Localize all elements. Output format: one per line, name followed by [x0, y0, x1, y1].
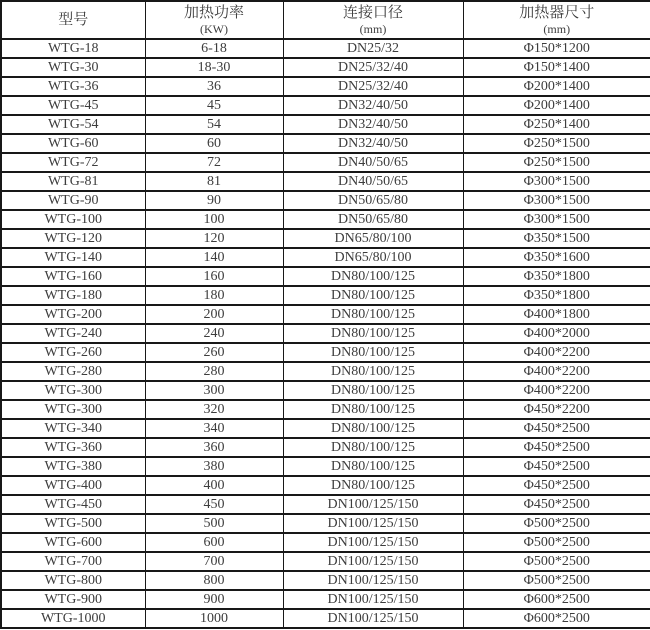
cell-power: 500: [145, 514, 283, 533]
table-row: [1, 248, 650, 267]
cell-diameter: DN80/100/125: [283, 400, 463, 419]
table-row: [1, 571, 650, 590]
table-row: [1, 77, 650, 96]
cell-diameter: DN50/65/80: [283, 210, 463, 229]
cell-model: WTG-72: [1, 153, 145, 172]
cell-diameter: DN80/100/125: [283, 381, 463, 400]
cell-size: Φ300*1500: [463, 172, 650, 191]
cell-size: Φ450*2500: [463, 457, 650, 476]
cell-power: 72: [145, 153, 283, 172]
cell-diameter: DN50/65/80: [283, 191, 463, 210]
cell-size: Φ150*1400: [463, 58, 650, 77]
table-row: [1, 153, 650, 172]
table-row: [1, 305, 650, 324]
cell-model: WTG-180: [1, 286, 145, 305]
cell-size: Φ400*2200: [463, 362, 650, 381]
cell-diameter: DN65/80/100: [283, 248, 463, 267]
table-row: [1, 210, 650, 229]
table-row: [1, 229, 650, 248]
cell-size: Φ600*2500: [463, 590, 650, 609]
table-row: [1, 533, 650, 552]
cell-diameter: DN25/32: [283, 39, 463, 58]
cell-diameter: DN80/100/125: [283, 457, 463, 476]
table-row: [1, 552, 650, 571]
column-header-size: [463, 1, 650, 39]
column-header-power-unit: (KW): [200, 22, 228, 36]
cell-size: Φ250*1400: [463, 115, 650, 134]
cell-diameter: DN80/100/125: [283, 438, 463, 457]
cell-power: 45: [145, 96, 283, 115]
cell-diameter: DN100/125/150: [283, 571, 463, 590]
table-row: [1, 58, 650, 77]
cell-power: 320: [145, 400, 283, 419]
column-header-power-label: 加热功率: [183, 5, 244, 21]
cell-power: 200: [145, 305, 283, 324]
cell-diameter: DN80/100/125: [283, 286, 463, 305]
cell-model: WTG-60: [1, 134, 145, 153]
column-header-diameter: [283, 1, 463, 39]
cell-diameter: DN40/50/65: [283, 153, 463, 172]
cell-size: Φ250*1500: [463, 134, 650, 153]
cell-size: Φ450*2200: [463, 400, 650, 419]
column-header-diameter-unit: (mm): [359, 22, 387, 36]
cell-size: Φ450*2500: [463, 438, 650, 457]
table-row: [1, 381, 650, 400]
cell-model: WTG-54: [1, 115, 145, 134]
cell-model: WTG-18: [1, 39, 145, 58]
cell-model: WTG-45: [1, 96, 145, 115]
cell-model: WTG-100: [1, 210, 145, 229]
table-row: [1, 191, 650, 210]
cell-diameter: DN25/32/40: [283, 58, 463, 77]
cell-diameter: DN32/40/50: [283, 134, 463, 153]
table-row: [1, 514, 650, 533]
cell-diameter: DN80/100/125: [283, 305, 463, 324]
column-header-size-unit: (mm): [543, 22, 571, 36]
cell-model: WTG-120: [1, 229, 145, 248]
cell-diameter: DN80/100/125: [283, 324, 463, 343]
table-row: [1, 400, 650, 419]
table-row: [1, 590, 650, 609]
cell-model: WTG-30: [1, 58, 145, 77]
cell-size: Φ200*1400: [463, 77, 650, 96]
cell-size: Φ500*2500: [463, 571, 650, 590]
cell-model: WTG-340: [1, 419, 145, 438]
cell-power: 18-30: [145, 58, 283, 77]
cell-model: WTG-700: [1, 552, 145, 571]
column-header-model-label: 型号: [58, 12, 89, 28]
cell-power: 140: [145, 248, 283, 267]
cell-diameter: DN100/125/150: [283, 533, 463, 552]
cell-size: Φ150*1200: [463, 39, 650, 58]
cell-power: 280: [145, 362, 283, 381]
table-row: [1, 438, 650, 457]
cell-size: Φ300*1500: [463, 210, 650, 229]
cell-model: WTG-300: [1, 381, 145, 400]
cell-model: WTG-500: [1, 514, 145, 533]
table-row: [1, 362, 650, 381]
cell-diameter: DN80/100/125: [283, 362, 463, 381]
cell-power: 60: [145, 134, 283, 153]
cell-power: 300: [145, 381, 283, 400]
cell-size: Φ350*1800: [463, 267, 650, 286]
cell-size: Φ500*2500: [463, 533, 650, 552]
cell-model: WTG-380: [1, 457, 145, 476]
cell-diameter: DN80/100/125: [283, 476, 463, 495]
cell-model: WTG-600: [1, 533, 145, 552]
cell-model: WTG-260: [1, 343, 145, 362]
cell-diameter: DN25/32/40: [283, 77, 463, 96]
cell-power: 6-18: [145, 39, 283, 58]
cell-diameter: DN80/100/125: [283, 343, 463, 362]
cell-size: Φ400*2200: [463, 343, 650, 362]
cell-model: WTG-240: [1, 324, 145, 343]
cell-model: WTG-90: [1, 191, 145, 210]
cell-size: Φ350*1500: [463, 229, 650, 248]
cell-power: 160: [145, 267, 283, 286]
cell-power: 180: [145, 286, 283, 305]
cell-model: WTG-140: [1, 248, 145, 267]
cell-power: 340: [145, 419, 283, 438]
cell-power: 800: [145, 571, 283, 590]
cell-diameter: DN80/100/125: [283, 419, 463, 438]
table-row: [1, 476, 650, 495]
cell-power: 240: [145, 324, 283, 343]
cell-diameter: DN100/125/150: [283, 514, 463, 533]
header-row: [1, 1, 650, 39]
cell-size: Φ400*2200: [463, 381, 650, 400]
cell-size: Φ450*2500: [463, 495, 650, 514]
table-row: [1, 419, 650, 438]
table-row: [1, 343, 650, 362]
cell-model: WTG-300: [1, 400, 145, 419]
cell-power: 700: [145, 552, 283, 571]
cell-power: 450: [145, 495, 283, 514]
column-header-power: [145, 1, 283, 39]
cell-size: Φ350*1600: [463, 248, 650, 267]
column-header-model: [1, 1, 145, 39]
table-row: [1, 609, 650, 628]
table-row: [1, 457, 650, 476]
table-row: [1, 495, 650, 514]
cell-power: 120: [145, 229, 283, 248]
cell-size: Φ400*1800: [463, 305, 650, 324]
cell-model: WTG-1000: [1, 609, 145, 628]
cell-power: 81: [145, 172, 283, 191]
cell-diameter: DN40/50/65: [283, 172, 463, 191]
table-row: [1, 96, 650, 115]
cell-power: 260: [145, 343, 283, 362]
cell-model: WTG-360: [1, 438, 145, 457]
cell-size: Φ200*1400: [463, 96, 650, 115]
table-row: [1, 39, 650, 58]
cell-diameter: DN32/40/50: [283, 96, 463, 115]
table-row: [1, 267, 650, 286]
cell-size: Φ400*2000: [463, 324, 650, 343]
cell-diameter: DN100/125/150: [283, 590, 463, 609]
cell-diameter: DN100/125/150: [283, 552, 463, 571]
cell-diameter: DN100/125/150: [283, 609, 463, 628]
cell-model: WTG-160: [1, 267, 145, 286]
cell-power: 1000: [145, 609, 283, 628]
cell-diameter: DN80/100/125: [283, 267, 463, 286]
cell-size: Φ500*2500: [463, 552, 650, 571]
table-body: [1, 39, 650, 628]
cell-model: WTG-200: [1, 305, 145, 324]
cell-size: Φ500*2500: [463, 514, 650, 533]
cell-model: WTG-81: [1, 172, 145, 191]
table-row: [1, 134, 650, 153]
cell-power: 54: [145, 115, 283, 134]
cell-diameter: DN100/125/150: [283, 495, 463, 514]
cell-power: 100: [145, 210, 283, 229]
cell-size: Φ600*2500: [463, 609, 650, 628]
table-row: [1, 286, 650, 305]
cell-power: 380: [145, 457, 283, 476]
cell-diameter: DN32/40/50: [283, 115, 463, 134]
table-row: [1, 324, 650, 343]
cell-diameter: DN65/80/100: [283, 229, 463, 248]
cell-power: 90: [145, 191, 283, 210]
cell-power: 360: [145, 438, 283, 457]
cell-power: 600: [145, 533, 283, 552]
cell-model: WTG-280: [1, 362, 145, 381]
table-row: [1, 115, 650, 134]
cell-power: 36: [145, 77, 283, 96]
cell-size: Φ350*1800: [463, 286, 650, 305]
cell-model: WTG-900: [1, 590, 145, 609]
cell-size: Φ300*1500: [463, 191, 650, 210]
cell-size: Φ250*1500: [463, 153, 650, 172]
cell-model: WTG-36: [1, 77, 145, 96]
cell-power: 400: [145, 476, 283, 495]
cell-size: Φ450*2500: [463, 476, 650, 495]
cell-size: Φ450*2500: [463, 419, 650, 438]
table-row: [1, 172, 650, 191]
cell-model: WTG-400: [1, 476, 145, 495]
column-header-diameter-label: 连接口径: [342, 5, 403, 21]
cell-power: 900: [145, 590, 283, 609]
cell-model: WTG-450: [1, 495, 145, 514]
column-header-size-label: 加热器尺寸: [519, 5, 595, 21]
cell-model: WTG-800: [1, 571, 145, 590]
